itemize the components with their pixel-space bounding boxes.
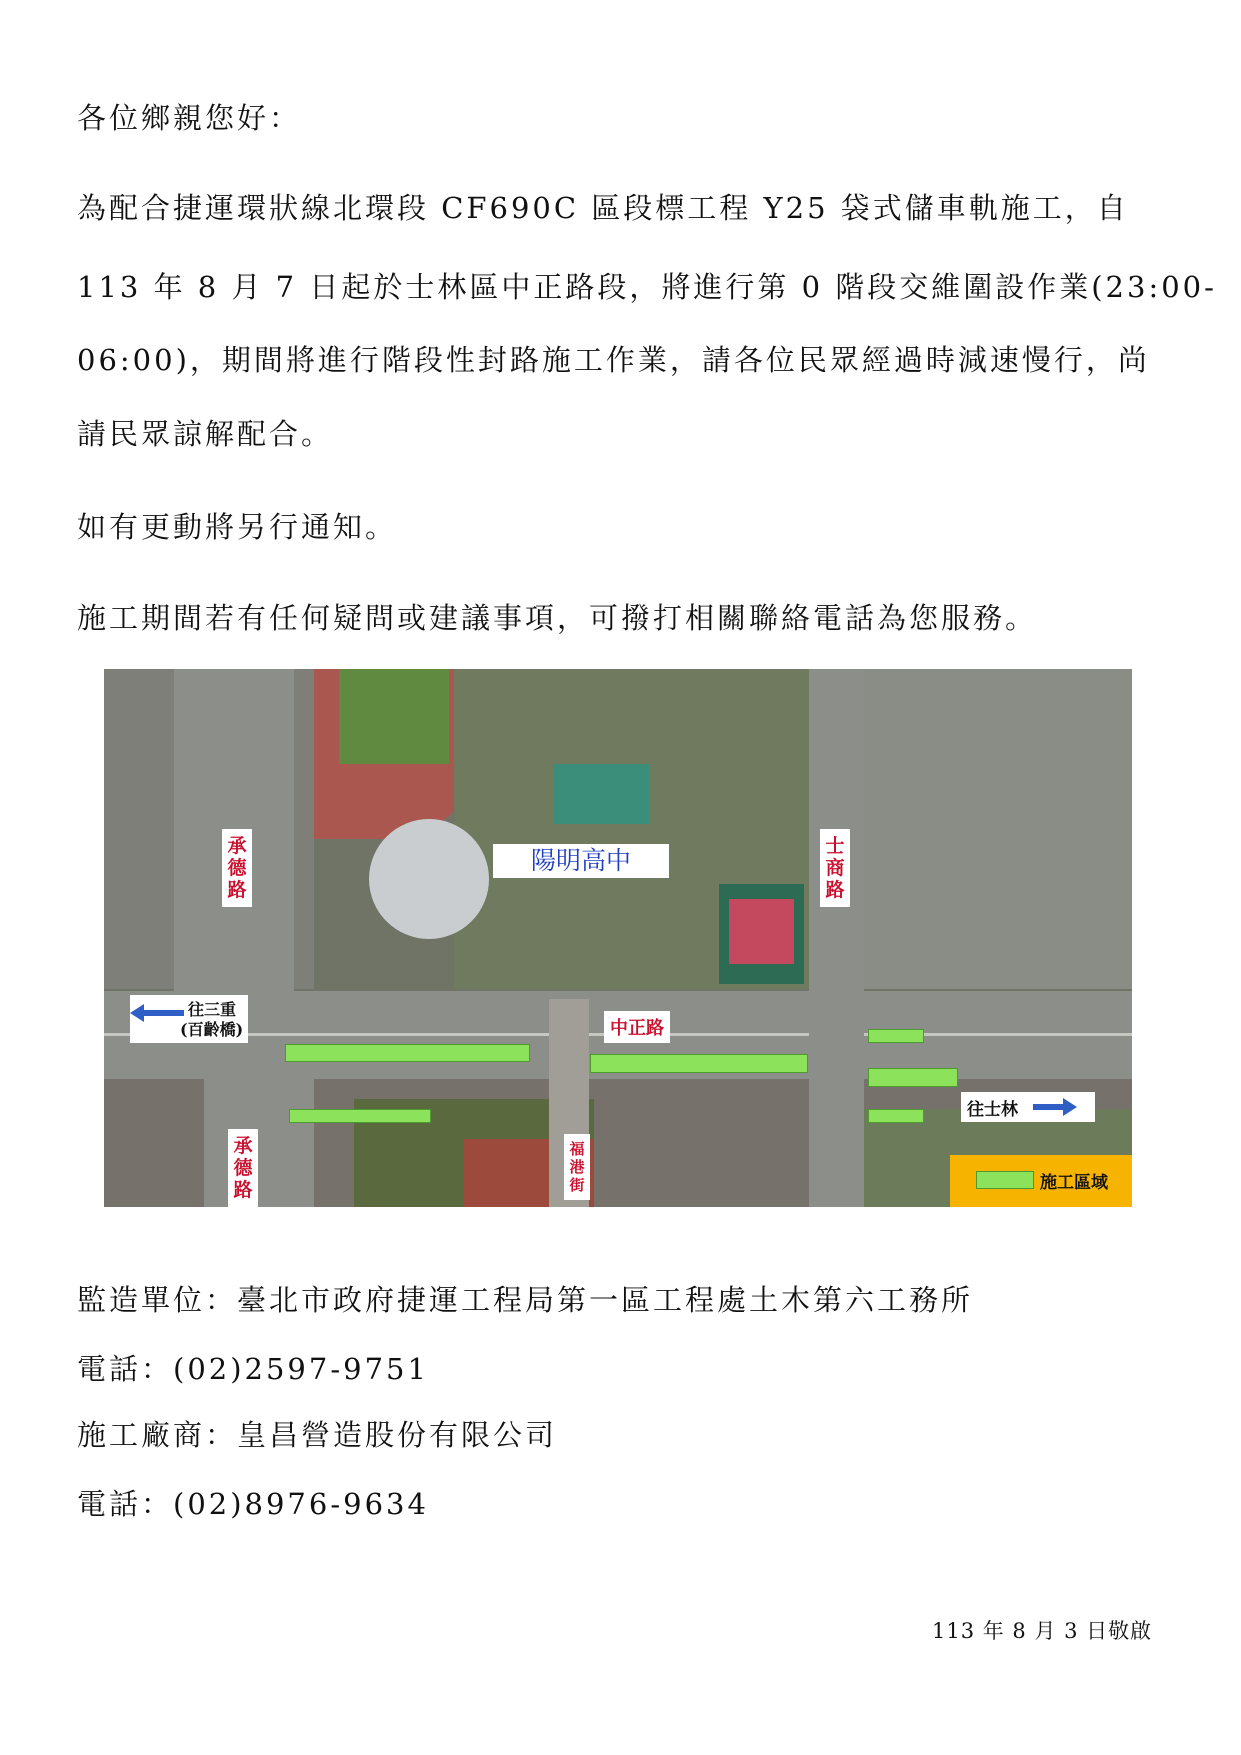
legend-label: 施工區域 [1040, 1173, 1108, 1193]
arrow-left-icon [130, 1004, 144, 1022]
body-line-1: 為配合捷運環狀線北環段 CF690C 區段標工程 Y25 袋式儲車軌施工，自 [77, 191, 1129, 225]
map-road-shishang [809, 669, 864, 1207]
direction-west-box [130, 995, 248, 1043]
map-area-green-roof [554, 764, 649, 824]
contractor-phone: 電話：(02)8976-9634 [77, 1487, 429, 1521]
supervisor-phone: 電話：(02)2597-9751 [77, 1352, 429, 1386]
map-area-tennis-court-surface [729, 899, 794, 964]
body-line-3: 06:00)，期間將進行階段性封路施工作業，請各位民眾經過時減速慢行，尚 [77, 343, 1150, 377]
notice-text: 如有更動將另行通知。 [77, 510, 398, 544]
map-area-northeast [864, 669, 1132, 989]
map-legend [950, 1155, 1132, 1207]
map-area-gymnasium [369, 819, 489, 939]
map-road-chengde-south [204, 1069, 314, 1207]
road-label-chengde-bottom: 承德路 [228, 1129, 258, 1207]
legend-swatch [976, 1171, 1034, 1189]
greeting: 各位鄉親您好： [77, 101, 302, 135]
road-label-zhongzheng: 中正路 [604, 1011, 670, 1043]
school-label: 陽明高中 [493, 844, 669, 878]
construction-zone-2 [590, 1054, 808, 1073]
construction-zone-1 [285, 1044, 530, 1062]
body-line-4: 請民眾諒解配合。 [77, 417, 334, 451]
construction-zone-5 [868, 1068, 958, 1087]
arrow-left-shaft [144, 1010, 184, 1016]
direction-east-label: 往士林 [967, 1100, 1018, 1120]
direction-west-line1: 往三重 [188, 1000, 237, 1019]
road-label-fugang: 福港街 [564, 1134, 590, 1200]
direction-west-line2: (百齡橋) [180, 1020, 244, 1039]
contractor-name: 施工廠商：皇昌營造股份有限公司 [77, 1418, 558, 1452]
body-line-2: 113 年 8 月 7 日起於士林區中正路段，將進行第 0 階段交維圍設作業(23:00- [77, 270, 1217, 304]
supervisor-unit: 監造單位：臺北市政府捷運工程局第一區工程處土木第六工務所 [77, 1283, 974, 1317]
direction-east-box [961, 1092, 1095, 1122]
construction-zone-3 [289, 1109, 431, 1123]
construction-zone-6 [868, 1109, 924, 1123]
construction-site-map [104, 669, 1132, 1207]
closing-date: 113 年 8 月 3 日敬啟 [932, 1619, 1153, 1643]
construction-zone-4 [868, 1029, 924, 1043]
arrow-right-shaft [1033, 1104, 1063, 1110]
road-label-chengde-top: 承德路 [222, 829, 252, 907]
arrow-right-icon [1063, 1098, 1077, 1116]
contact-intro: 施工期間若有任何疑問或建議事項，可撥打相關聯絡電話為您服務。 [77, 601, 1038, 635]
map-area-grass-field [339, 669, 449, 764]
road-label-shishang: 士商路 [820, 829, 850, 907]
